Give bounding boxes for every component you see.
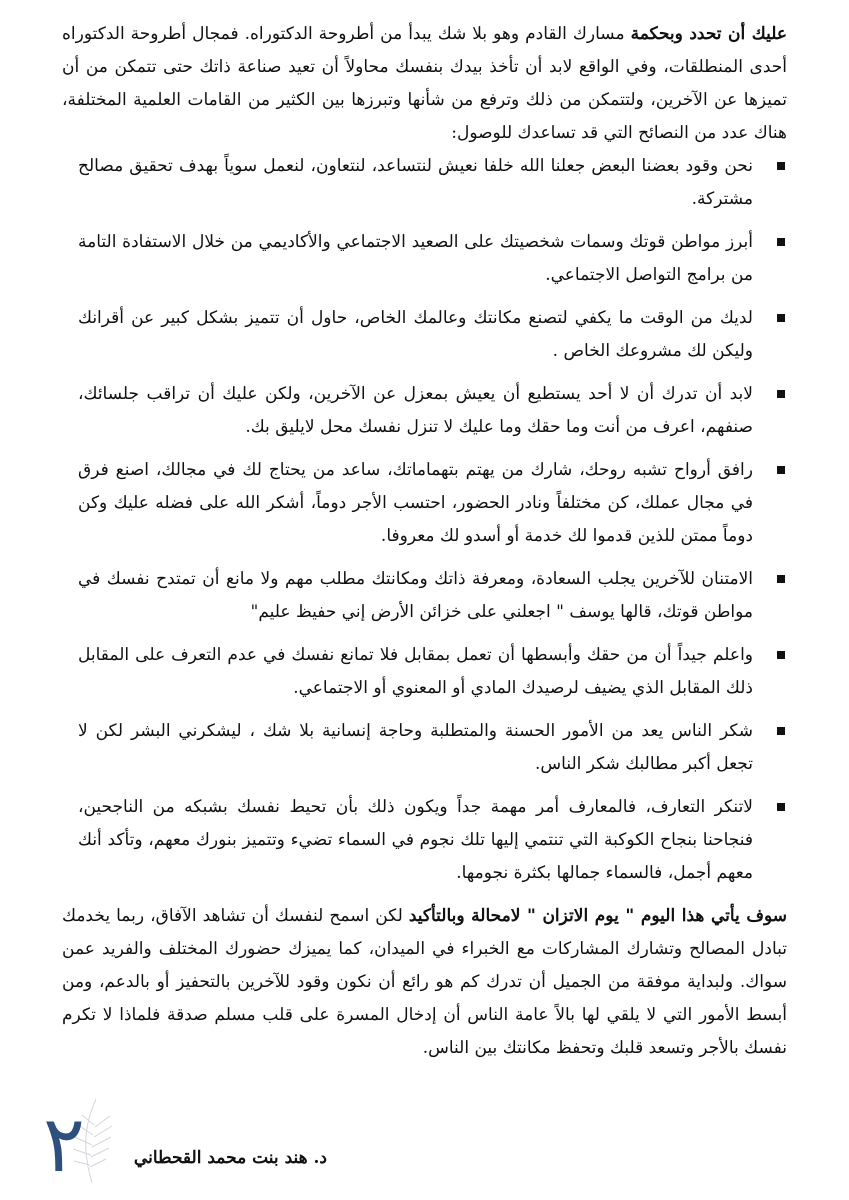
list-item: واعلم جيداً أن من حقك وأبسطها أن تعمل بمقابل فلا تمانع نفسك في عدم التعرف على المقابل ذلك المقابل الذي يضيف لرصيدك المادي أو المعنوي أو الاجتماعي. <box>62 639 787 705</box>
page-number-decoration <box>30 1085 120 1185</box>
list-item: شكر الناس يعد من الأمور الحسنة والمتطلبة وحاجة إنسانية بلا شك ، ليشكرني البشر لكن لا تجعل أكبر مطالبك شكر الناس. <box>62 715 787 781</box>
square-bullet-icon <box>777 575 785 583</box>
square-bullet-icon <box>777 803 785 811</box>
list-item: أبرز مواطن قوتك وسمات شخصيتك على الصعيد الاجتماعي والأكاديمي من خلال الاستفادة التامة من برامج التواصل الاجتماعي. <box>62 226 787 292</box>
square-bullet-icon <box>777 727 785 735</box>
body-text <box>62 18 787 1065</box>
closing-text: لكن اسمح لنفسك أن تشاهد الآفاق، ربما يخدمك تبادل المصالح وتشارك المشاركات مع الخبراء في الميدان، كما يميزك حضورك المختلف والفريد عمن سواك. ولبداية موفقة من الجميل أن تدرك كم هو رائع أن نكون وقود للآخرين بالتحفيز أو بالدعم، ومن أبسط الأمور التي لا يلقي لها بالاً عامة الناس أن إدخال المسرة على قلب مسلم صدقة فلماذا لا تكرم نفسك بالأجر وتسعد قلبك وتحفظ مكانتك بين الناس. <box>62 906 787 1058</box>
square-bullet-icon <box>777 466 785 474</box>
square-bullet-icon <box>777 238 785 246</box>
closing-lead: سوف يأتي هذا اليوم " يوم الاتزان " لامحالة وبالتأكيد <box>408 906 787 926</box>
list-item: لاتنكر التعارف، فالمعارف أمر مهمة جداً ويكون ذلك بأن تحيط نفسك بشبكه من الناجحين، فنجاحنا بنجاح الكوكبة التي تنتمي إليها تلك نجوم في السماء تضيء وتتميز بنورك معهم، وتأكد أنك معهم أجمل، فالسماء جمالها بكثرة نجومها. <box>62 791 787 890</box>
closing-paragraph <box>62 900 787 1065</box>
list-item: الامتنان للآخرين يجلب السعادة، ومعرفة ذاتك ومكانتك مطلب مهم ولا مانع أن تمتدح نفسك في مواطن قوتك، قالها يوسف " اجعلني على خزائن الأرض إني حفيظ عليم" <box>62 563 787 629</box>
square-bullet-icon <box>777 651 785 659</box>
square-bullet-icon <box>777 162 785 170</box>
page-number: ٢ <box>43 1100 85 1185</box>
list-item: نحن وقود بعضنا البعض جعلنا الله خلفا نعيش لنتساعد، لنتعاون، لنعمل سوياً بهدف تحقيق مصالح مشتركة. <box>62 150 787 216</box>
intro-paragraph <box>62 18 787 150</box>
square-bullet-icon <box>777 390 785 398</box>
square-bullet-icon <box>777 314 785 322</box>
list-item: لابد أن تدرك أن لا أحد يستطيع أن يعيش بمعزل عن الآخرين، ولكن عليك أن تراقب جلسائك، صنفهم، اعرف من أنت وما حقك وما عليك لا تنزل نفسك محل لايليق بك. <box>62 378 787 444</box>
tips-list <box>62 150 787 890</box>
list-item: رافق أرواح تشبه روحك، شارك من يهتم بتهماماتك، ساعد من يحتاج لك في مجالك، اصنع فرق في مجال عملك، كن مختلفاً ونادر الحضور، احتسب الأجر دوماً، أشكر الله على فضله عليك وكن دوماً ممتن للذين قدموا لك خدمة أو أسدو لك معروفا. <box>62 454 787 553</box>
author-signature: د. هند بنت محمد القحطاني <box>133 1148 327 1168</box>
intro-lead: عليك أن تحدد وبحكمة <box>630 24 788 44</box>
list-item: لديك من الوقت ما يكفي لتصنع مكانتك وعالمك الخاص، حاول أن تتميز بشكل كبير عن أقرانك وليكن لك مشروعك الخاص . <box>62 302 787 368</box>
intro-text: مسارك القادم وهو بلا شك يبدأ من أطروحة الدكتوراه. فمجال أطروحة الدكتوراه أحدى المنطلقات، وفي الواقع لابد أن تأخذ بيدك بنفسك محاولاً أن تعيد صناعة ذاتك حتى تتمكن من أن تميزها عن الآخرين، ولتتمكن من ذلك وترفع من شأنها وتبرزها بين الكثير من القامات العلمية المختلفة، هناك عدد من النصائح التي قد تساعدك للوصول: <box>62 24 787 143</box>
